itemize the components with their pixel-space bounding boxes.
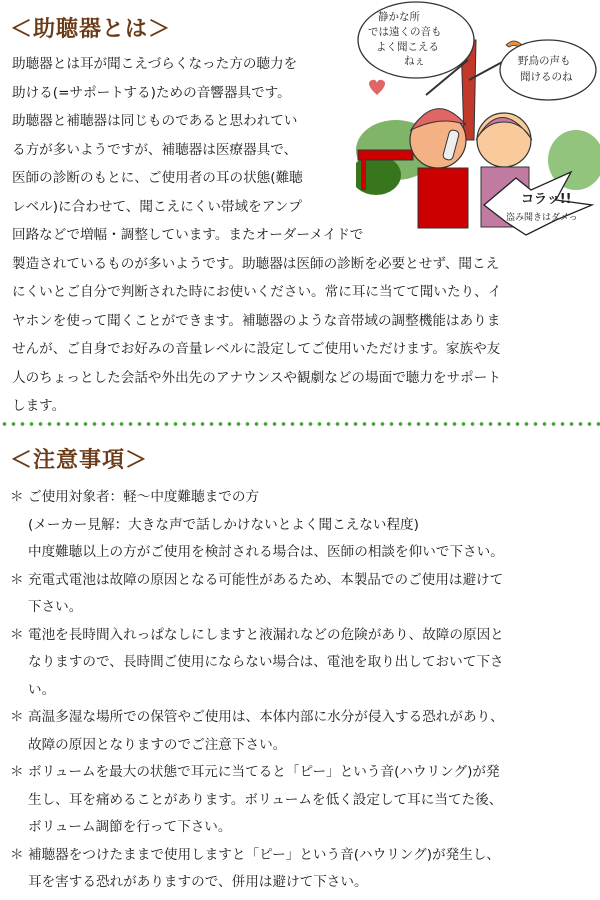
- description-line: 人のちょっとした会話や外出先のアナウンスや観劇などの場面で聴力をサポート: [12, 369, 501, 386]
- caution-line: 高温多湿な場所での保管やご使用は、本体内部に水分が侵入する恐れがあり、: [28, 709, 504, 725]
- caution-line: 耳を害する恐れがありますので、併用は避けて下さい。: [28, 874, 368, 890]
- caution-item: [10, 704, 594, 759]
- caution-item: [10, 842, 594, 897]
- description-line: 回路などで増幅・調整しています。またオーダーメイドで: [12, 227, 364, 243]
- caution-item: [10, 622, 594, 705]
- caution-line: (メーカー見解：大きな声で話しかけないとよく聞こえない程度): [28, 516, 419, 533]
- description-line: ヤホンを使って聞くことができます。補聴器のような音帯域の調整機能はありま: [12, 312, 501, 329]
- caution-item: [10, 567, 594, 622]
- description-line: 医師の診断のもとに、ご使用者の耳の状態(難聴: [12, 170, 303, 186]
- asterisk-bullet: ＊: [10, 846, 24, 863]
- caution-item: [10, 484, 594, 567]
- bubble-right-line-2: 聞けるのね: [520, 71, 573, 83]
- warning-exclaim: コラッ!!: [521, 192, 572, 207]
- dotted-divider: [0, 421, 600, 427]
- caution-line: 補聴器をつけたままで使用しますと「ピー」という音(ハウリング)が発生し、: [28, 846, 500, 863]
- description-line: にくいとご自分で判断された時にお使いください。常に耳に当てて聞いたり、イ: [12, 284, 502, 300]
- description-line: レベル)に合わせて、聞こえにくい帯域をアンプ: [12, 198, 302, 215]
- asterisk-bullet: ＊: [10, 489, 24, 505]
- description-line: します。: [12, 398, 66, 414]
- caution-line: ご使用対象者：軽～中度難聴までの方: [28, 489, 260, 505]
- description-line: 助聴器とは耳が聞こえづらくなった方の聴力を: [12, 56, 298, 72]
- caution-line: 充電式電池は故障の原因となる可能性があるため、本製品でのご使用は避けて: [28, 571, 504, 588]
- description-line: 製造されているものが多いようです。助聴器は医師の診断を必要とせず、聞こえ: [12, 255, 500, 272]
- description-line: る方が多いようですが、補聴器は医療器具で、: [12, 141, 298, 158]
- caution-line: 下さい。: [28, 599, 83, 615]
- bubble-left-line-3: よく聞こえる: [376, 41, 439, 53]
- bubble-left-line-1: 静かな所: [378, 11, 420, 23]
- caution-line: 中度難聴以上の方がご使用を検討される場合は、医師の相談を仰いで下さい。: [28, 544, 504, 560]
- section-heading-cautions: ＜注意事項＞: [10, 448, 149, 473]
- bubble-left-line-2: では遠くの音も: [368, 26, 442, 38]
- description-line: 助聴器と補聴器は同じものであると思われてい: [12, 113, 298, 129]
- caution-line: 電池を長時間入れっぱなしにしますと液漏れなどの危険があり、故障の原因と: [28, 626, 504, 643]
- couple-listening-illustration: [356, 0, 600, 240]
- asterisk-bullet: ＊: [10, 571, 24, 588]
- caution-line: なりますので、長時間ご使用にならない場合は、電池を取り出しておいて下さ: [28, 654, 504, 670]
- description-line: せんが、ご自身でお好みの音量レベルに設定してご使用いただけます。家族や友: [12, 341, 501, 357]
- warning-text: 盗み聞きはダメっ: [506, 213, 578, 223]
- caution-line: ボリュームを最大の状態で耳元に当てると「ピー」という音(ハウリング)が発: [28, 764, 500, 780]
- caution-line: 生し、耳を痛めることがあります。ボリュームを低く設定して耳に当てた後、: [28, 791, 503, 808]
- caution-line: ボリューム調節を行って下さい。: [28, 819, 232, 835]
- asterisk-bullet: ＊: [10, 764, 24, 780]
- bubble-right-line-1: 野鳥の声も: [518, 55, 571, 67]
- caution-item: [10, 759, 594, 842]
- asterisk-bullet: ＊: [10, 626, 24, 643]
- caution-line: 故障の原因となりますのでご注意下さい。: [28, 736, 287, 753]
- cautions-list: [10, 484, 594, 897]
- description-line: 助ける(=サポートする)ための音響器具です。: [12, 84, 291, 101]
- asterisk-bullet: ＊: [10, 709, 24, 725]
- bubble-left-line-4: ねぇ: [404, 55, 425, 67]
- section-heading-about: ＜助聴器とは＞: [10, 17, 172, 42]
- caution-line: い。: [28, 681, 56, 698]
